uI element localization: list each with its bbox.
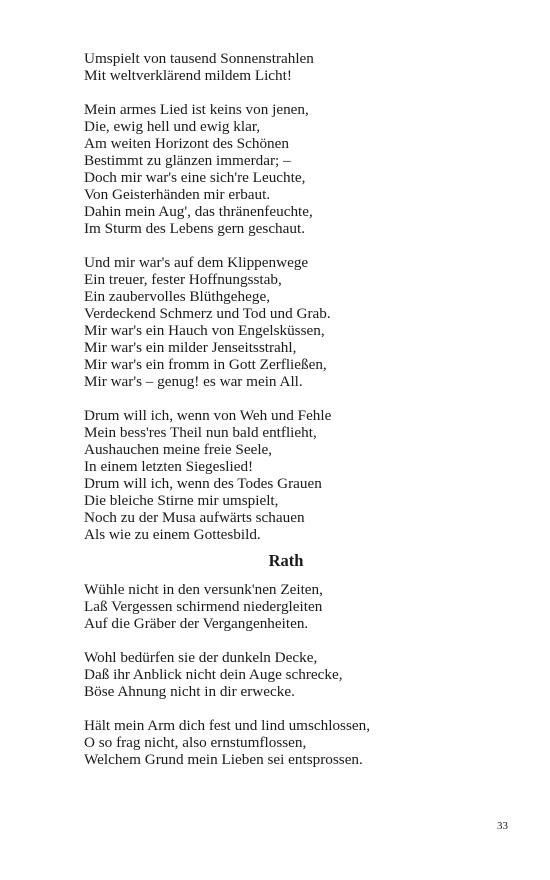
verse-line: Ein zaubervolles Blüthgehege,	[84, 288, 270, 305]
verse-line: Drum will ich, wenn von Weh und Fehle	[84, 407, 332, 424]
verse-line: Umspielt von tausend Sonnenstrahlen	[84, 50, 314, 67]
verse-line: Die bleiche Stirne mir umspielt,	[84, 492, 279, 509]
stanza	[84, 407, 504, 543]
verse-line: Laß Vergessen schirmend niedergleiten	[84, 598, 323, 615]
verse-line: Welchem Grund mein Lieben sei entsprossen.	[84, 751, 363, 768]
verse-line: Ein treuer, fester Hoffnungsstab,	[84, 271, 282, 288]
verse-line: Mir war's ein Hauch von Engelsküssen,	[84, 322, 325, 339]
verse-line: Noch zu der Musa aufwärts schauen	[84, 509, 305, 526]
verse-line: Auf die Gräber der Vergangenheiten.	[84, 615, 309, 632]
verse-line: Mir war's – genug! es war mein All.	[84, 373, 303, 390]
verse-line: Wohl bedürfen sie der dunkeln Decke,	[84, 649, 318, 666]
verse-line: Dahin mein Aug', das thränenfeuchte,	[84, 203, 313, 220]
verse-line: Mit weltverklärend mildem Licht!	[84, 67, 292, 84]
page-text	[84, 50, 504, 768]
verse-line: Hält mein Arm dich fest und lind umschlossen,	[84, 717, 370, 734]
verse-line: Doch mir war's eine sich're Leuchte,	[84, 169, 306, 186]
stanza	[84, 254, 504, 390]
verse-line: Daß ihr Anblick nicht dein Auge schrecke,	[84, 666, 343, 683]
stanza	[84, 717, 504, 768]
verse-line: Böse Ahnung nicht in dir erwecke.	[84, 683, 295, 700]
verse-line: Von Geisterhänden mir erbaut.	[84, 186, 271, 203]
verse-line: Wühle nicht in den versunk'nen Zeiten,	[84, 581, 323, 598]
poem-title: Rath	[268, 551, 304, 570]
poem-rath	[84, 581, 504, 768]
verse-line: Mein armes Lied ist keins von jenen,	[84, 101, 309, 118]
verse-line: Mir war's ein fromm in Gott Zerfließen,	[84, 356, 327, 373]
verse-line: Mir war's ein milder Jenseitsstrahl,	[84, 339, 297, 356]
verse-line: O so frag nicht, also ernstumflossen,	[84, 734, 307, 751]
verse-line: Bestimmt zu glänzen immerdar; –	[84, 152, 291, 169]
verse-line: Die, ewig hell und ewig klar,	[84, 118, 261, 135]
stanza	[84, 101, 504, 237]
verse-line: Drum will ich, wenn des Todes Grauen	[84, 475, 322, 492]
verse-line: Mein bess'res Theil nun bald entflieht,	[84, 424, 317, 441]
stanza	[84, 50, 504, 84]
verse-line: Als wie zu einem Gottesbild.	[84, 526, 261, 543]
verse-line: Im Sturm des Lebens gern geschaut.	[84, 220, 306, 237]
previous-poem-continuation	[84, 50, 504, 543]
page-number: 33	[497, 820, 508, 832]
verse-line: In einem letzten Siegeslied!	[84, 458, 254, 475]
stanza	[84, 649, 504, 700]
verse-line: Am weiten Horizont des Schönen	[84, 135, 289, 152]
verse-line: Verdeckend Schmerz und Tod und Grab.	[84, 305, 331, 322]
stanza	[84, 581, 504, 632]
verse-line: Aushauchen meine freie Seele,	[84, 441, 273, 458]
verse-line: Und mir war's auf dem Klippenwege	[84, 254, 309, 271]
